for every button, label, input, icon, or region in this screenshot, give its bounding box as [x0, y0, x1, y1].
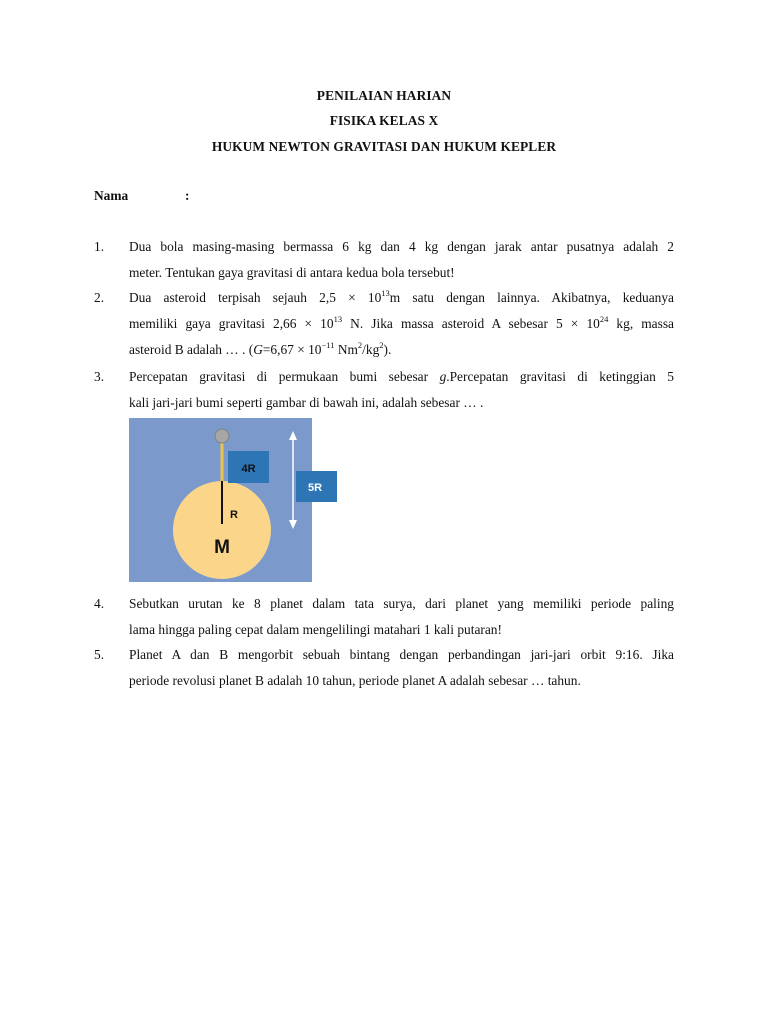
text-segment: memiliki gaya gravitasi 2,66 × 10 — [129, 316, 334, 331]
question-text-line: Sebutkan urutan ke 8 planet dalam tata surya, dari planet yang memiliki periode paling — [129, 596, 674, 611]
text-segment: /kg — [362, 342, 380, 357]
label-r: R — [230, 509, 238, 521]
text-segment: m satu dengan lainnya. Akibatnya, keduanya — [389, 290, 674, 305]
text-segment: ). — [383, 342, 392, 357]
text-segment: Percepatan gravitasi di permukaan bumi sebesar — [129, 369, 440, 384]
question-number: 2. — [94, 290, 105, 305]
question-text-line — [129, 364, 674, 390]
text-segment: .Percepatan gravitasi di ketinggian 5 — [446, 369, 675, 384]
gravity-symbol: g — [439, 369, 447, 384]
header-title: PENILAIAN HARIAN — [316, 88, 452, 103]
exponent: −11 — [321, 340, 335, 350]
question-number: 3. — [94, 369, 105, 384]
exponent: 24 — [599, 314, 609, 324]
question-2 — [94, 285, 674, 363]
question-text-line — [129, 337, 674, 363]
gravity-constant-symbol: G — [253, 342, 263, 357]
exponent: 2 — [379, 340, 384, 350]
question-text-line: kali jari-jari bumi seperti gambar di bawah ini, adalah sebesar … . — [129, 395, 484, 410]
question-text-line: Planet A dan B mengorbit sebuah bintang dengan perbandingan jari-jari orbit 9:16. Jika — [129, 647, 674, 662]
exponent: 2 — [357, 340, 363, 350]
arrow-head-down-icon — [289, 520, 297, 529]
text-segment: asteroid B adalah … . ( — [129, 342, 254, 357]
question-5 — [94, 642, 674, 694]
gravity-diagram — [129, 418, 323, 582]
label-4r: 4R — [241, 463, 256, 475]
question-text-line — [129, 311, 674, 337]
question-text-line: Dua bola masing-masing bermassa 6 kg dan 4 kg dengan jarak antar pusatnya adalah 2 — [129, 239, 674, 254]
question-text-line — [129, 285, 674, 311]
diagram-svg — [129, 418, 323, 582]
header-topic: HUKUM NEWTON GRAVITASI DAN HUKUM KEPLER — [211, 139, 557, 154]
question-1 — [94, 234, 674, 286]
label-m: M — [214, 537, 230, 558]
name-field — [94, 188, 190, 204]
question-number: 1. — [94, 239, 105, 254]
question-4 — [94, 591, 674, 643]
text-segment: Nm — [334, 342, 358, 357]
question-text-line: meter. Tentukan gaya gravitasi di antara kedua bola tersebut! — [129, 265, 455, 280]
text-segment: kg, massa — [608, 316, 674, 331]
text-segment: N. Jika massa asteroid A sebesar 5 × 10 — [342, 316, 600, 331]
text-segment: Dua asteroid terpisah sejauh 2,5 × 10 — [129, 290, 382, 305]
name-colon: : — [185, 188, 190, 203]
question-text-line: periode revolusi planet B adalah 10 tahun, periode planet A adalah sebesar … tahun. — [129, 673, 581, 688]
satellite-dot — [215, 429, 229, 443]
header-subject: FISIKA KELAS X — [329, 113, 439, 128]
exponent: 13 — [381, 288, 390, 298]
question-number: 4. — [94, 596, 105, 611]
question-text-line: lama hingga paling cepat dalam mengelilingi matahari 1 kali putaran! — [129, 622, 502, 637]
exponent: 13 — [333, 314, 343, 324]
arrow-head-up-icon — [289, 431, 297, 440]
question-number: 5. — [94, 647, 105, 662]
label-5r: 5R — [307, 482, 323, 494]
name-label: Nama — [94, 188, 129, 203]
text-segment: =6,67 × 10 — [262, 342, 322, 357]
question-3 — [94, 364, 674, 416]
